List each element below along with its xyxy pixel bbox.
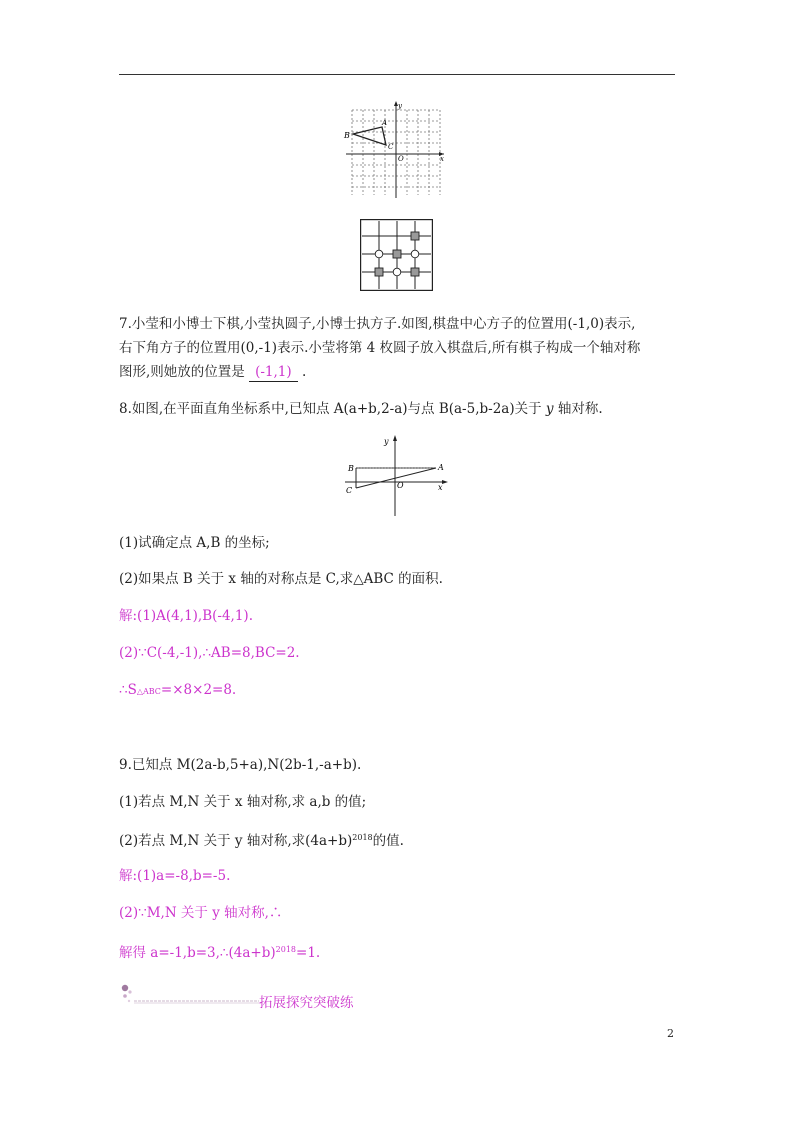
xy-label-x: x bbox=[438, 483, 443, 492]
q8-stem-var: y bbox=[545, 401, 554, 417]
q9-stem: 9.已知点 M(2a-b,5+a),N(2b-1,-a+b). bbox=[119, 757, 362, 773]
header-rule bbox=[119, 74, 675, 75]
section-title: 拓展探究突破练 bbox=[259, 995, 354, 1011]
xy-label-b: B bbox=[348, 464, 354, 473]
q9-solution3-end: =1. bbox=[296, 945, 321, 961]
q8-solution2: (2)∵C(-4,-1),∴AB=8,BC=2. bbox=[119, 645, 300, 661]
xy-label-y: y bbox=[384, 437, 389, 446]
q8-solution3 bbox=[119, 681, 236, 701]
q7-line3-text: 图形,则她放的位置是 bbox=[119, 364, 245, 380]
q9-part2-text: (2)若点 M,N 关于 y 轴对称,求(4a+b) bbox=[119, 833, 353, 849]
q8-solution3-rest: =×8×2=8. bbox=[160, 682, 237, 698]
q9-solution1: 解:(1)a=-8,b=-5. bbox=[119, 868, 231, 884]
q8-solution3-s: ∴S bbox=[119, 682, 137, 698]
grid-label-o: O bbox=[398, 155, 404, 163]
q8-stem bbox=[119, 400, 603, 418]
q8-stem-end: 轴对称. bbox=[557, 401, 603, 417]
grid-label-x: x bbox=[440, 155, 444, 163]
q8-solution3-sub: △ABC bbox=[136, 687, 161, 696]
q7-line3 bbox=[119, 363, 306, 382]
coordinate-grid-figure bbox=[340, 100, 450, 200]
q8-solution1: 解:(1)A(4,1),B(-4,1). bbox=[119, 608, 253, 624]
grid-label-b: B bbox=[344, 131, 350, 140]
q9-part2 bbox=[119, 829, 404, 850]
section-divider-icon bbox=[117, 982, 259, 1008]
grid-label-y: y bbox=[398, 102, 402, 110]
xy-label-c: C bbox=[346, 486, 353, 495]
q9-part2-end: 的值. bbox=[372, 833, 404, 849]
q7-line1: 7.小莹和小博士下棋,小莹执圆子,小博士执方子.如图,棋盘中心方子的位置用(-1,0)表示, bbox=[119, 316, 636, 332]
q9-solution3-exponent: 2018 bbox=[275, 945, 297, 954]
q7-line3-end: . bbox=[301, 364, 307, 380]
q7-answer: (-1,1) bbox=[249, 363, 298, 382]
q9-part1: (1)若点 M,N 关于 x 轴对称,求 a,b 的值; bbox=[119, 794, 367, 810]
q9-solution2: (2)∵M,N 关于 y 轴对称,∴ bbox=[119, 905, 283, 921]
grid-label-c: C bbox=[388, 143, 394, 151]
q7-line2: 右下角方子的位置用(0,-1)表示.小莹将第 4 枚圆子放入棋盘后,所有棋子构成一个轴对称 bbox=[119, 340, 641, 356]
chess-board-figure bbox=[360, 219, 433, 291]
q9-solution3 bbox=[119, 941, 320, 962]
xy-label-o: O bbox=[397, 481, 404, 490]
xy-axes-figure bbox=[340, 432, 450, 518]
q8-part1: (1)试确定点 A,B 的坐标; bbox=[119, 535, 270, 551]
page-number: 2 bbox=[667, 1027, 674, 1040]
q9-solution3-text: 解得 a=-1,b=3,∴(4a+b) bbox=[119, 945, 276, 961]
xy-label-a: A bbox=[438, 463, 444, 472]
q9-part2-exponent: 2018 bbox=[352, 833, 373, 842]
q8-part2: (2)如果点 B 关于 x 轴的对称点是 C,求△ABC 的面积. bbox=[119, 571, 443, 587]
grid-label-a: A bbox=[382, 119, 388, 127]
q8-stem-text: 8.如图,在平面直角坐标系中,已知点 A(a+b,2-a)与点 B(a-5,b-2a)关于 bbox=[119, 401, 542, 417]
